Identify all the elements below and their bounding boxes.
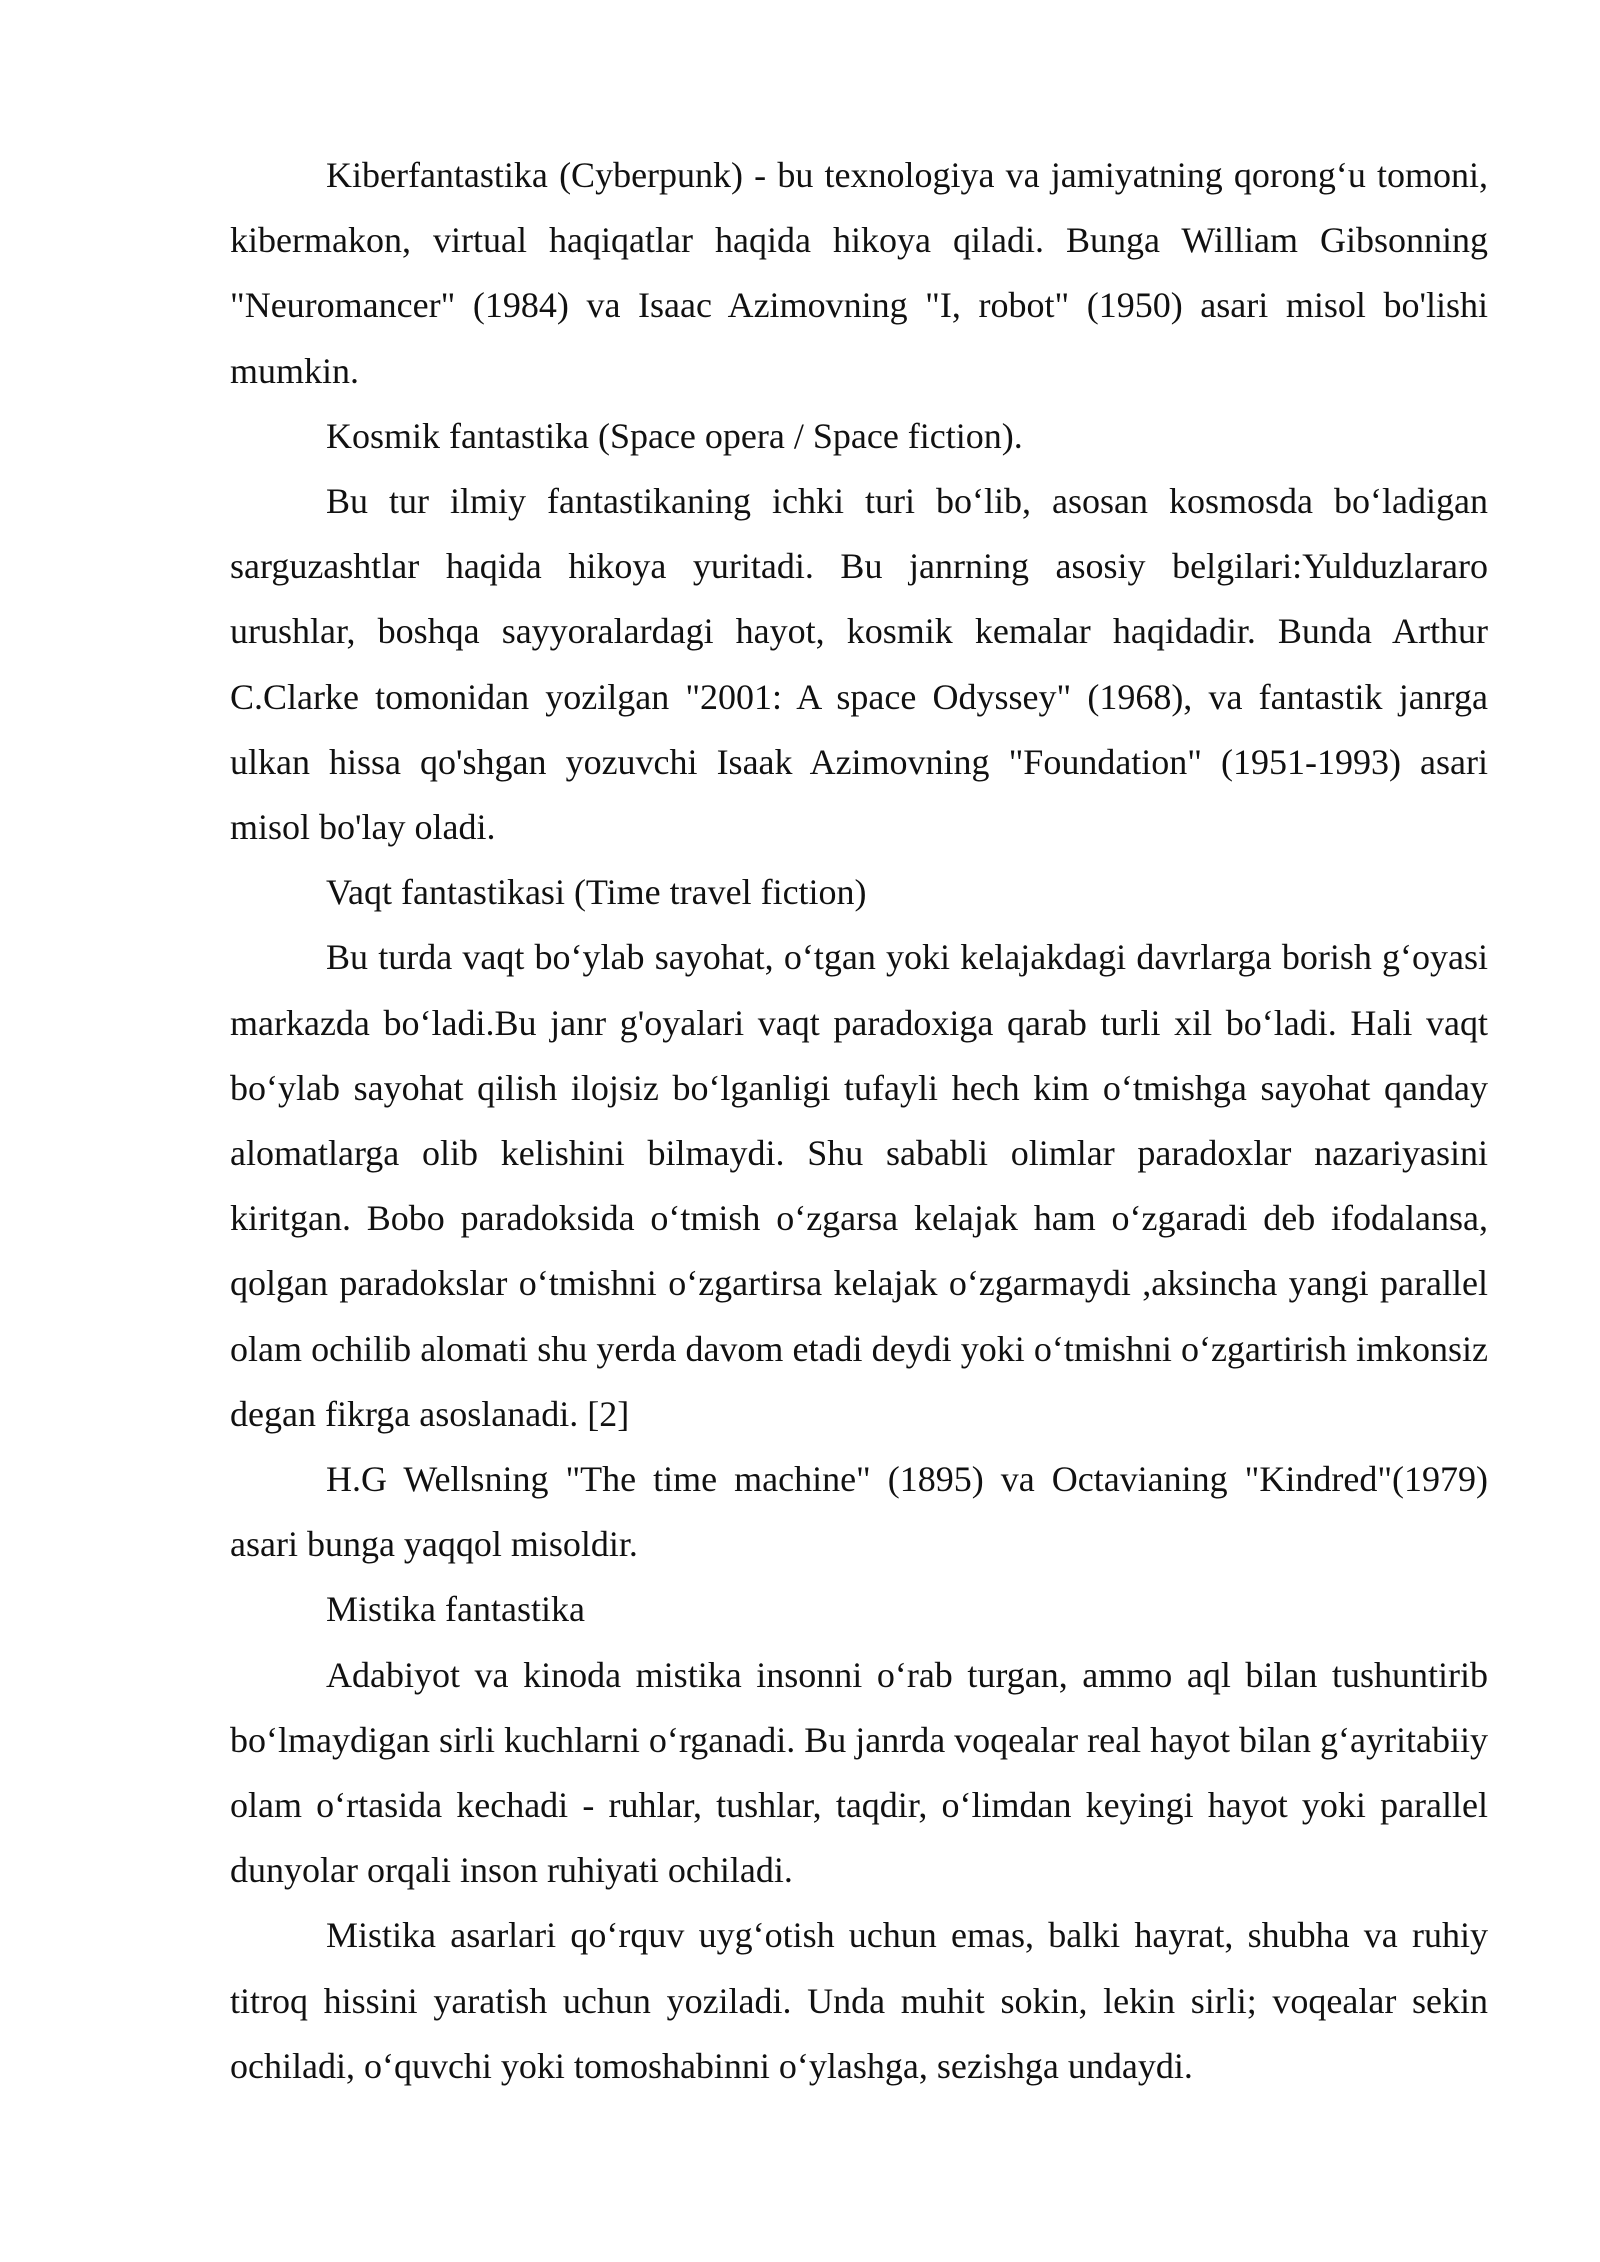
heading-mystic-fiction: Mistika fantastika bbox=[326, 1589, 585, 1630]
heading-space-fiction: Kosmik fantastika (Space opera / Space fiction). bbox=[326, 415, 1023, 456]
heading-time-travel: Vaqt fantastikasi (Time travel fiction) bbox=[326, 872, 867, 913]
paragraph-mystic-fiction: Adabiyot va kinoda mistika insonni o‘rab turgan, ammo aql bilan tushuntirib bo‘lmaydigan sirli kuchlarni o‘rganadi. Bu janrda voqealar real hayot bilan g‘ayritabiiy olam o‘rtasida kechadi - ruhlar, tushlar, taqdir, o‘limdan keyingi hayot yoki parallel dunyolar orqali inson ruhiyati ochiladi. bbox=[230, 1654, 1488, 1891]
paragraph-cyberpunk: Kiberfantastika (Cyberpunk) - bu texnologiya va jamiyatning qorong‘u tomoni, kibermakon, virtual haqiqatlar haqida hikoya qiladi. Bunga William Gibsonning "Neuromancer" (1984) va Isaac Azimovning "I, robot" (1950) asari misol bo'lishi mumkin. bbox=[230, 155, 1488, 391]
paragraph-time-travel: Bu turda vaqt bo‘ylab sayohat, o‘tgan yoki kelajakdagi davrlarga borish g‘oyasi markazda bo‘ladi.Bu janr g'oyalari vaqt paradoxiga qarab turli xil bo‘ladi. Hali vaqt bo‘ylab sayohat qilish ilojsiz bo‘lganligi tufayli hech kim o‘tmishga sayohat qanday alomatlarga olib kelishini bilmaydi. Shu sababli olimlar paradoxlar nazariyasini kiritgan. Bobo paradoksida o‘tmish o‘zgarsa kelajak ham o‘zgaradi deb ifodalansa, qolgan paradokslar o‘tmishni o‘zgartirsa kelajak o‘zgarmaydi ,aksincha yangi parallel olam ochilib alomati shu yerda davom etadi deydi yoki o‘tmishni o‘zgartirish imkonsiz degan fikrga asoslanadi. [2] bbox=[230, 937, 1488, 1434]
paragraph-time-travel-examples: H.G Wellsning "The time machine" (1895) va Octavianing "Kindred"(1979) asari bunga yaqqol misoldir. bbox=[230, 1459, 1488, 1565]
document-body bbox=[230, 143, 1488, 2099]
paragraph-space-fiction: Bu tur ilmiy fantastikaning ichki turi bo‘lib, asosan kosmosda bo‘ladigan sarguzashtlar haqida hikoya yuritadi. Bu janrning asosiy belgilari:Yulduzlararo urushlar, boshqa sayyoralardagi hayot, kosmik kemalar haqidadir. Bunda Arthur C.Clarke tomonidan yozilgan "2001: A space Odyssey" (1968), va fantastik janrga ulkan hissa qo'shgan yozuvchi Isaak Azimovning "Foundation" (1951-1993) asari misol bo'lay oladi. bbox=[230, 481, 1488, 848]
paragraph-mystic-works: Mistika asarlari qo‘rquv uyg‘otish uchun emas, balki hayrat, shubha va ruhiy titroq hissini yaratish uchun yoziladi. Unda muhit sokin, lekin sirli; voqealar sekin ochiladi, o‘quvchi yoki tomoshabinni o‘ylashga, sezishga undaydi. bbox=[230, 1915, 1488, 2086]
